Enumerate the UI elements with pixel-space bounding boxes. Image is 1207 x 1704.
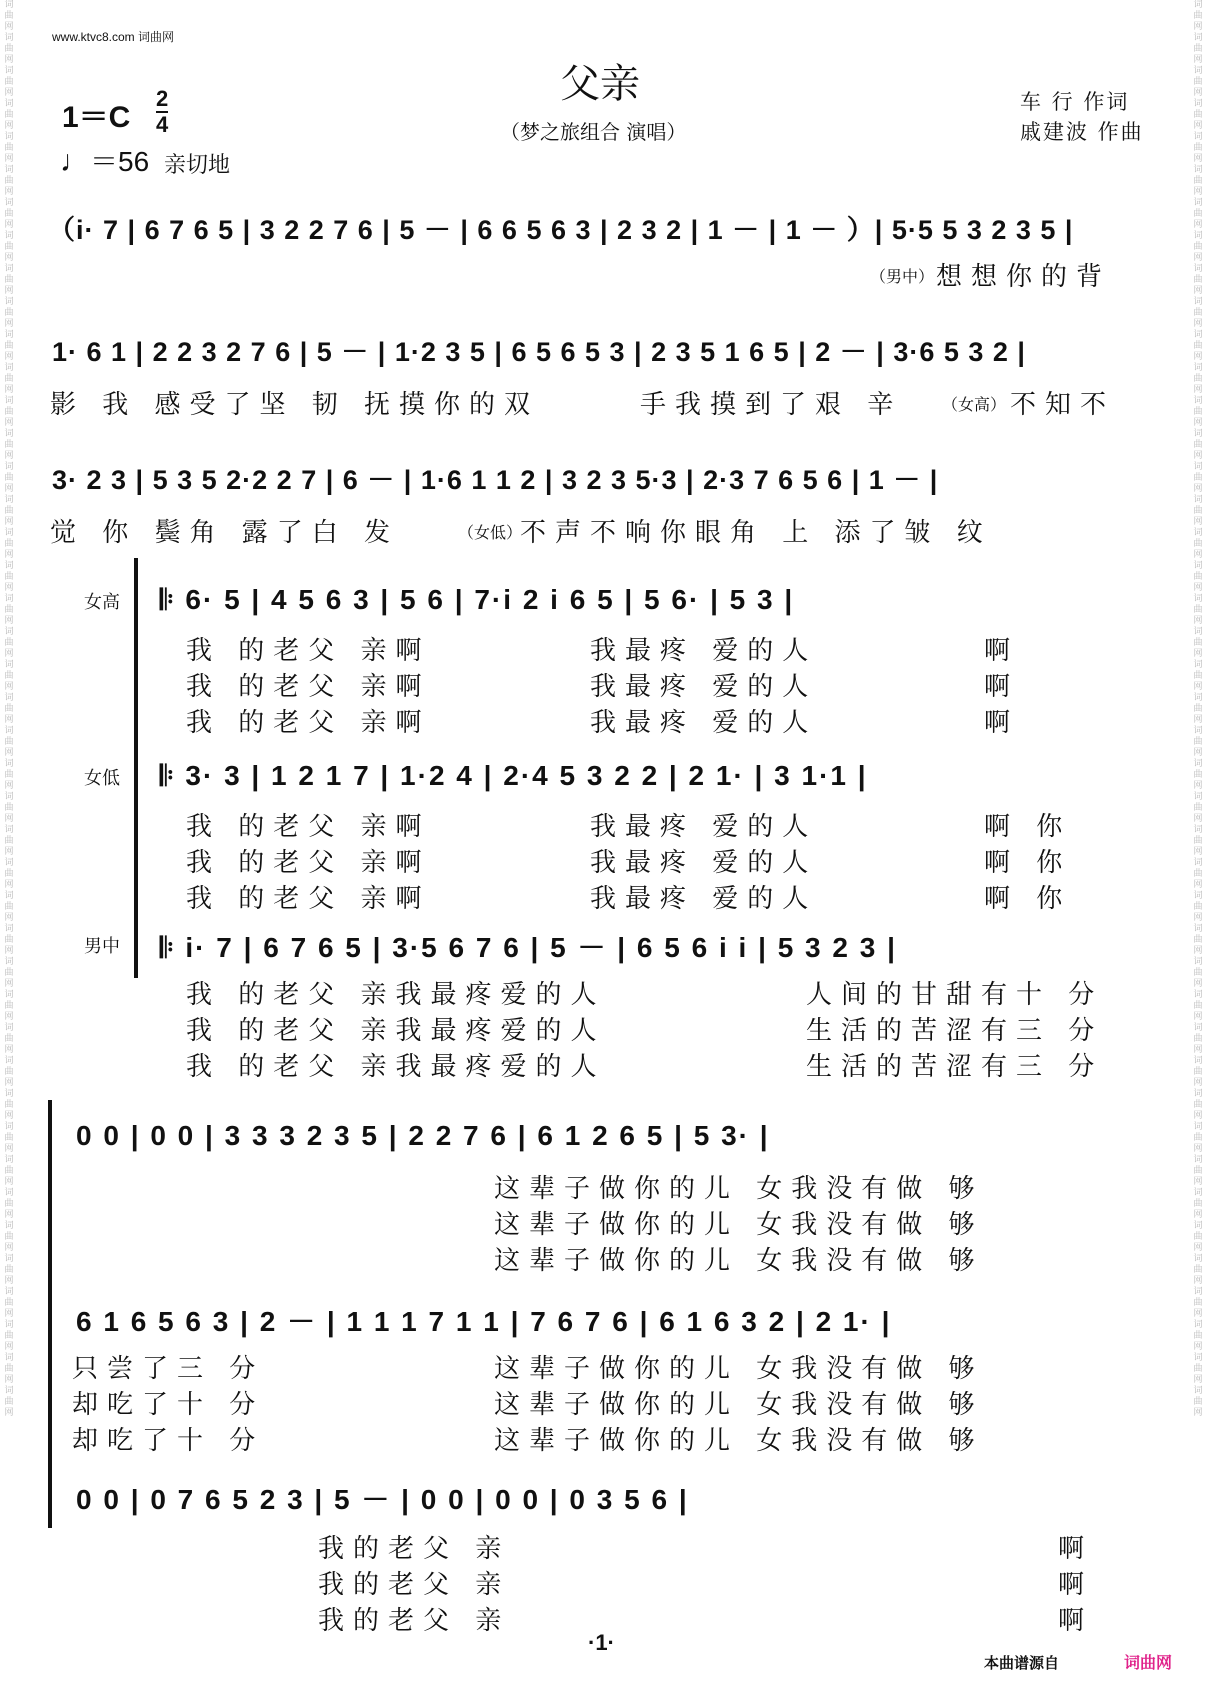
lyricist-credit: 车 行 作词 [1020, 90, 1130, 114]
soprano-lyric-2b: 我最疼 爱的人 [590, 672, 818, 702]
score-line-3-notes: 3· 2 3 | 5 3 5 2·2 2 7 | 6 － | 1·6 1 1 2 | 3 2 3 5·3 | 2·3 7 6 5 6 | 1 － | [52, 465, 939, 495]
soprano-lyric-3c: 啊 [984, 708, 1020, 738]
score-line-3-lyric-b: 不声不响你眼角 上 添了皱 纹 [520, 518, 992, 548]
meter-bottom: 4 [156, 112, 169, 137]
system2-mid-notes: 6 1 6 5 6 3 | 2 － | 1 1 1 7 1 1 | 7 6 7 6 | 6 1 6 3 2 | 2 1· | [76, 1306, 892, 1337]
soprano-lyric-1: 我 的老父 亲啊 [186, 636, 431, 666]
score-line-2-notes: 1· 6 1 | 2 2 3 2 7 6 | 5 － | 1·2 3 5 | 6 5 6 5 3 | 2 3 5 1 6 5 | 2 － | 3·6 5 3 2 | [52, 337, 1026, 367]
tenor-lyric-2b: 生活的苦涩有三 分 [806, 1016, 1104, 1046]
score-line-3-lyric-a: 觉 你 鬓角 露了白 发 [50, 518, 400, 548]
tenor-lyric-1b: 人间的甘甜有十 分 [806, 980, 1104, 1010]
score-line-1-lyric: 想想你的背 [936, 262, 1112, 292]
soprano-lyric-3: 我 的老父 亲啊 [186, 708, 431, 738]
voice-cue-male: （男中） [870, 267, 935, 286]
score-line-2-lyric-b: 手我摸到了艰 辛 [640, 390, 903, 420]
voice-label-tenor: 男中 [84, 936, 120, 957]
system2-low-lyric-end-1: 啊 [1058, 1534, 1094, 1564]
quarter-note-icon: ♩ [60, 145, 90, 178]
alto-notes: 𝄆 3· 3 | 1 2 1 7 | 1·2 4 | 2·4 5 3 2 2 | 2 1· | 3 1·1 | [160, 760, 868, 791]
system2-mid-lyric-2a: 却吃了十 分 [72, 1390, 265, 1420]
alto-lyric-3: 我 的老父 亲啊 [186, 884, 431, 914]
voice-label-soprano: 女高 [84, 592, 120, 613]
voice-label-alto: 女低 [84, 768, 120, 789]
voice-cue-soprano: （女高） [942, 395, 1007, 414]
alto-lyric-1b: 我最疼 爱的人 [590, 812, 818, 842]
meter-top: 2 [156, 86, 169, 111]
score-line-2-lyric-a: 影 我 感受了坚 韧 抚摸你的双 [50, 390, 540, 420]
tempo-value: ＝56 [90, 146, 150, 177]
alto-lyric-1: 我 的老父 亲啊 [186, 812, 431, 842]
soprano-lyric-1b: 我最疼 爱的人 [590, 636, 818, 666]
side-watermark-left: 词曲网词曲网词曲网词曲网词曲网词曲网词曲网词曲网词曲网词曲网词曲网词曲网词曲网词曲网词曲网词曲网词曲网词曲网词曲网词曲网词曲网词曲网词曲网词曲网词曲网词曲网词曲网词曲网词曲网词曲网词曲网词曲网词曲网词曲网词曲网词曲网词曲网词曲网词曲网词曲网词曲网词曲网词曲网 [4, 0, 14, 1418]
alto-lyric-2c: 啊 你 [984, 848, 1072, 878]
composer-credit: 戚建波 作曲 [1020, 120, 1144, 144]
system2-top-lyric-2: 这辈子做你的儿 女我没有做 够 [494, 1210, 984, 1240]
system2-mid-lyric-3b: 这辈子做你的儿 女我没有做 够 [494, 1426, 984, 1456]
tenor-lyric-3b: 生活的苦涩有三 分 [806, 1052, 1104, 1082]
tenor-notes: 𝄆 i· 7 | 6 7 6 5 | 3·5 6 7 6 | 5 － | 6 5 6 i i | 5 3 2 3 | [160, 932, 897, 963]
system2-top-lyric-1: 这辈子做你的儿 女我没有做 够 [494, 1174, 984, 1204]
system2-mid-lyric-1b: 这辈子做你的儿 女我没有做 够 [494, 1354, 984, 1384]
site-watermark: www.ktvc8.com 词曲网 [52, 30, 175, 44]
system2-low-notes: 0 0 | 0 7 6 5 2 3 | 5 － | 0 0 | 0 0 | 0 3 5 6 | [76, 1484, 689, 1515]
system2-low-lyric-end-3: 啊 [1058, 1606, 1094, 1636]
system2-bracket [48, 1100, 52, 1528]
song-title: 父亲 [560, 61, 640, 107]
soprano-lyric-1c: 啊 [984, 636, 1020, 666]
score-line-1-notes: （i· 7 | 6 7 6 5 | 3 2 2 7 6 | 5 － | 6 6 5 6 3 | 2 3 2 | 1 － | 1 － ）| 5·5 5 3 2 3 5 | [48, 215, 1074, 245]
soprano-lyric-2c: 啊 [984, 672, 1020, 702]
alto-lyric-1c: 啊 你 [984, 812, 1072, 842]
alto-lyric-2: 我 的老父 亲啊 [186, 848, 431, 878]
score-line-2-lyric-c: 不知不 [1010, 390, 1116, 420]
alto-lyric-3c: 啊 你 [984, 884, 1072, 914]
tenor-lyric-2: 我 的老父 亲我最疼爱的人 [186, 1016, 606, 1046]
soprano-lyric-3b: 我最疼 爱的人 [590, 708, 818, 738]
key-signature: 1＝C [62, 101, 131, 134]
soprano-notes: 𝄆 6· 5 | 4 5 6 3 | 5 6 | 7·i 2 i 6 5 | 5 6· | 5 3 | [160, 584, 795, 615]
system2-mid-lyric-3a: 却吃了十 分 [72, 1426, 265, 1456]
expression-marking: 亲切地 [164, 153, 231, 178]
soprano-lyric-2: 我 的老父 亲啊 [186, 672, 431, 702]
system2-low-lyric-end-2: 啊 [1058, 1570, 1094, 1600]
source-note: 本曲谱源自 [984, 1654, 1060, 1672]
system2-mid-lyric-2b: 这辈子做你的儿 女我没有做 够 [494, 1390, 984, 1420]
alto-lyric-3b: 我最疼 爱的人 [590, 884, 818, 914]
system2-low-lyric-3: 我的老父 亲 [318, 1606, 511, 1636]
tenor-lyric-3: 我 的老父 亲我最疼爱的人 [186, 1052, 606, 1082]
tempo-marking [60, 140, 149, 180]
system2-low-lyric-1: 我的老父 亲 [318, 1534, 511, 1564]
system2-low-lyric-2: 我的老父 亲 [318, 1570, 511, 1600]
tenor-lyric-1: 我 的老父 亲我最疼爱的人 [186, 980, 606, 1010]
brand-logo: 词曲网 [1124, 1653, 1173, 1672]
alto-lyric-2b: 我最疼 爱的人 [590, 848, 818, 878]
system2-top-lyric-3: 这辈子做你的儿 女我没有做 够 [494, 1246, 984, 1276]
voice-cue-alto: （女低） [458, 523, 523, 542]
performer: （梦之旅组合 演唱） [500, 120, 687, 144]
page-number: ·1· [588, 1630, 615, 1655]
time-signature [156, 88, 168, 136]
system2-top-notes: 0 0 | 0 0 | 3 3 3 2 3 5 | 2 2 7 6 | 6 1 2 6 5 | 5 3· | [76, 1120, 770, 1151]
choir-bracket [134, 558, 138, 978]
side-watermark-right: 词曲网词曲网词曲网词曲网词曲网词曲网词曲网词曲网词曲网词曲网词曲网词曲网词曲网词曲网词曲网词曲网词曲网词曲网词曲网词曲网词曲网词曲网词曲网词曲网词曲网词曲网词曲网词曲网词曲网词曲网词曲网词曲网词曲网词曲网词曲网词曲网词曲网词曲网词曲网词曲网词曲网词曲网词曲网 [1193, 0, 1203, 1418]
system2-mid-lyric-1a: 只尝了三 分 [72, 1354, 265, 1384]
